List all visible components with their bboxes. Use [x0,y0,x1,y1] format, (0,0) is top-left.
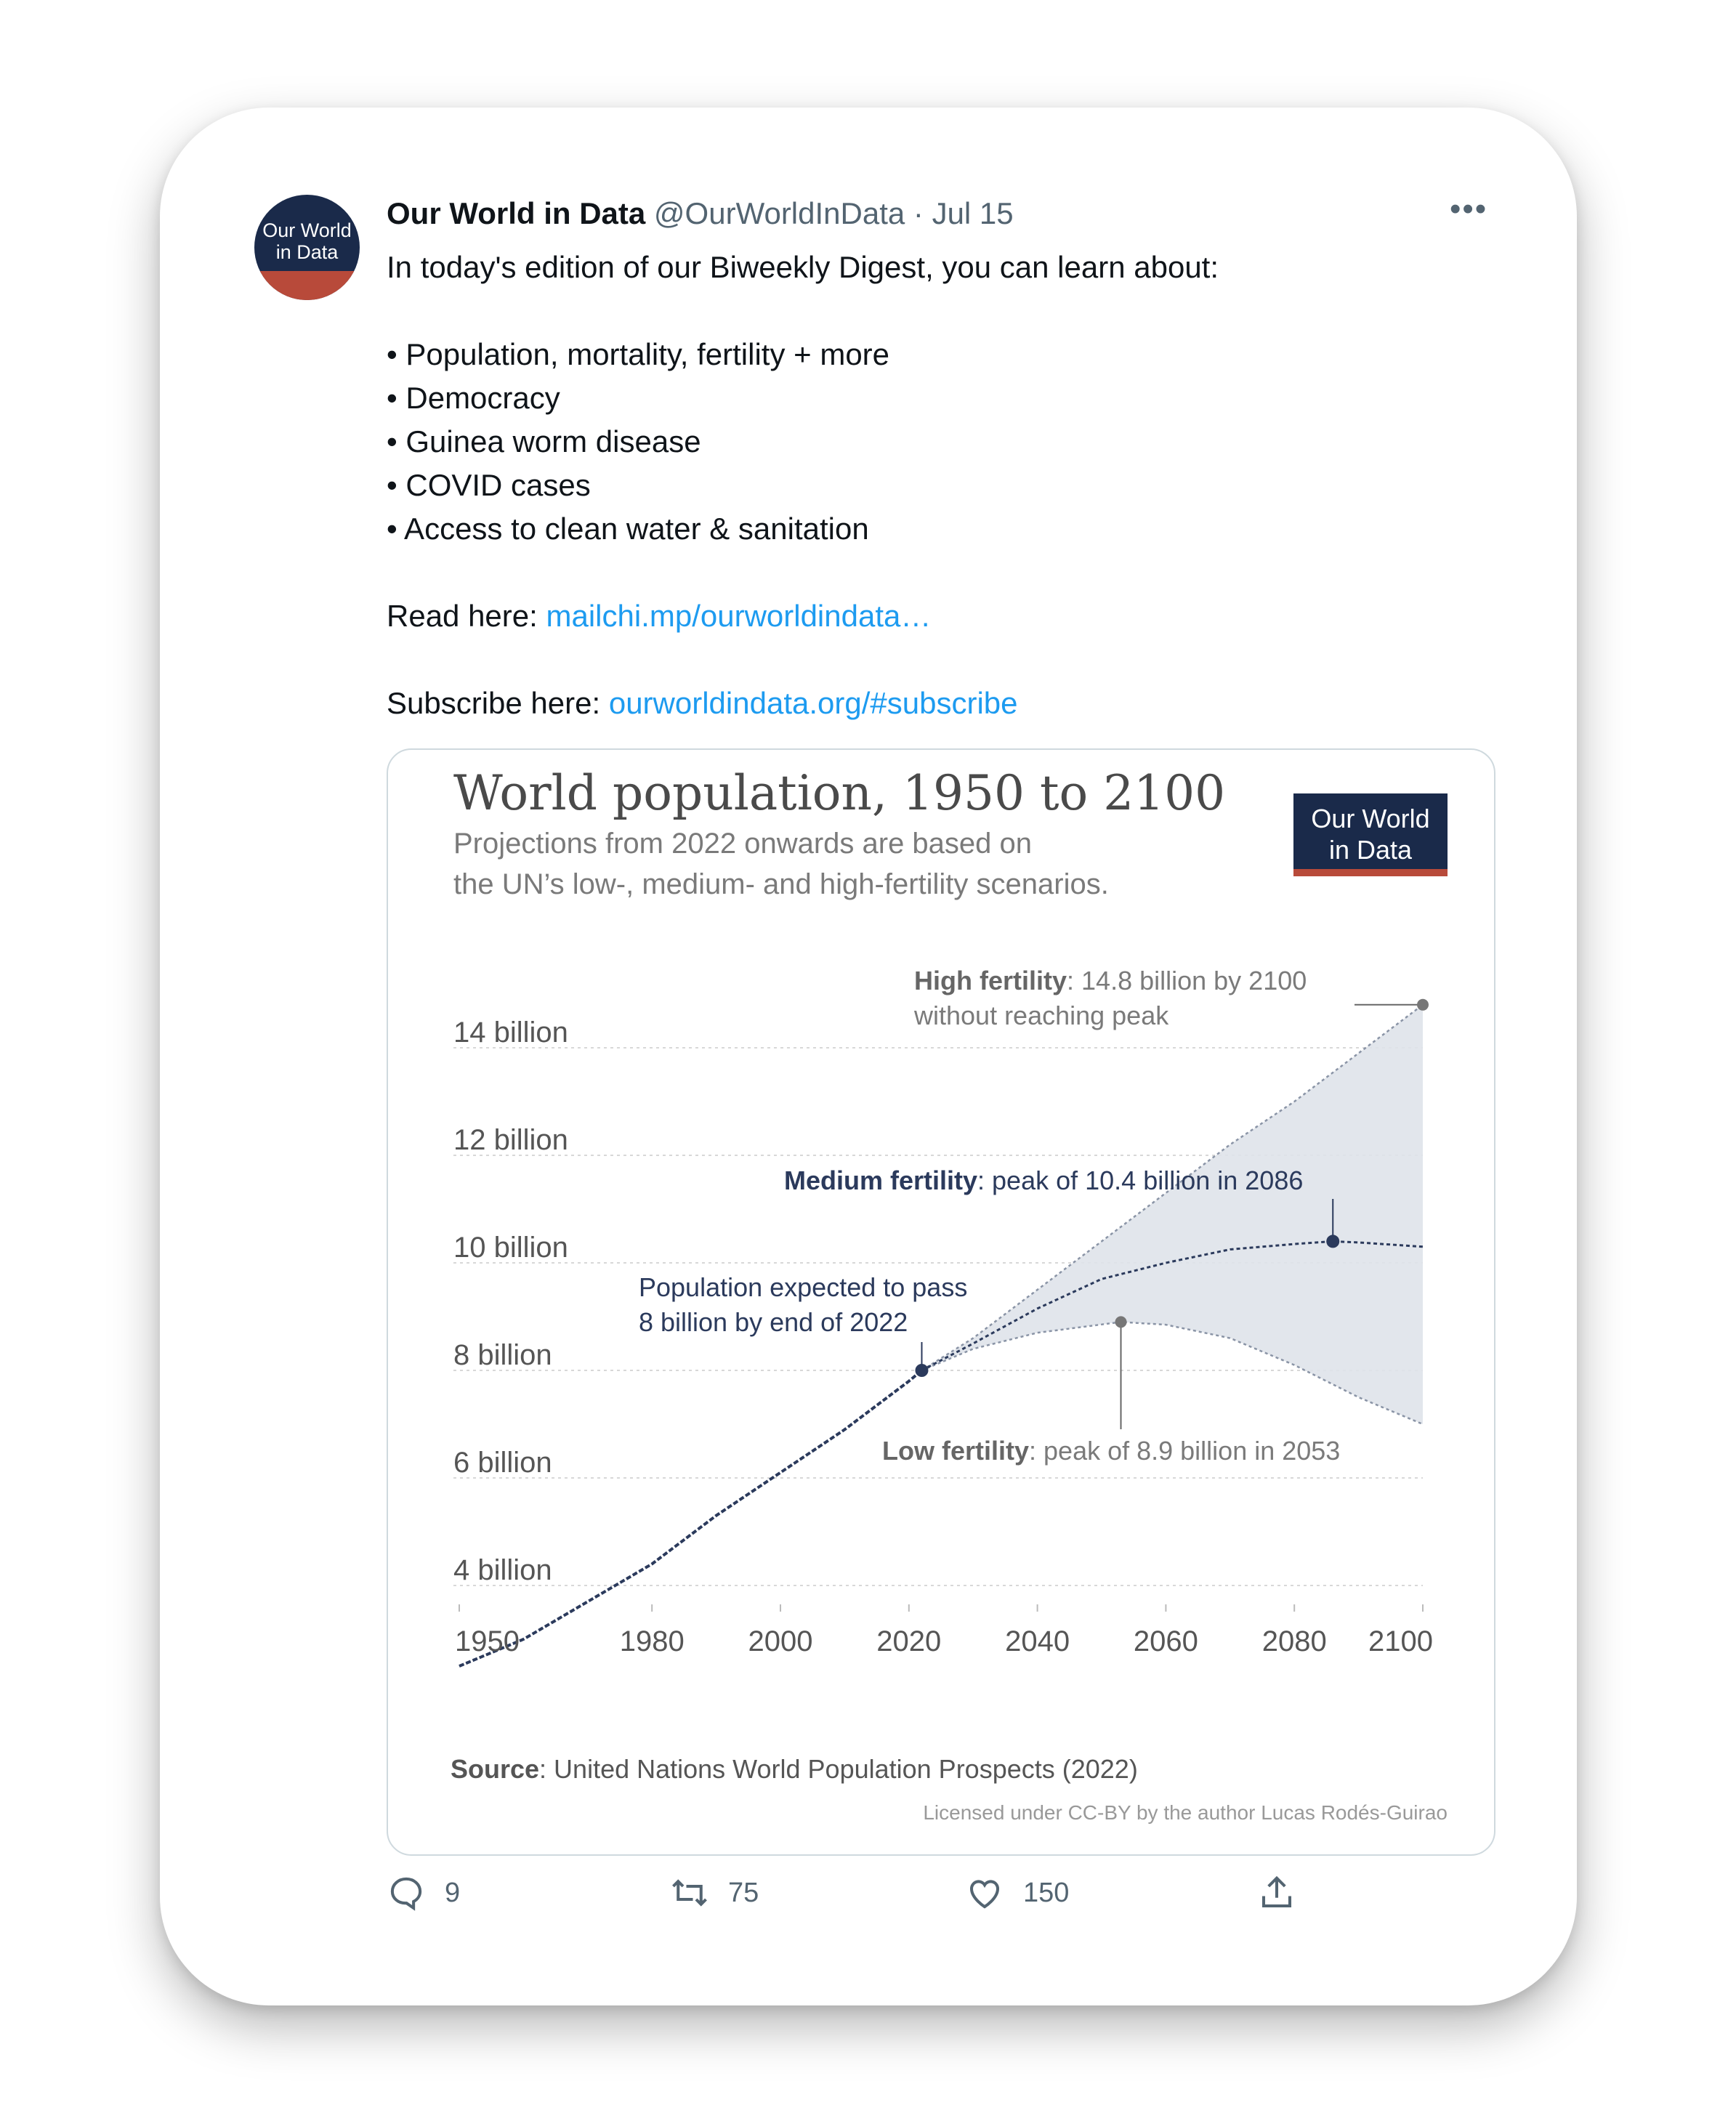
y-tick-label: 10 billion [453,1232,568,1264]
x-tick-label: 2040 [1005,1625,1070,1657]
y-tick-label: 14 billion [453,1017,568,1049]
like-count: 150 [1023,1877,1070,1908]
read-here-link[interactable]: mailchi.mp/ourworldindata… [546,599,932,633]
y-tick-label: 4 billion [453,1554,552,1586]
bullet-item: • Population, mortality, fertility + more [387,337,890,371]
header-separator: · [913,196,924,230]
chart-license: Licensed under CC-BY by the author Lucas Rodés-Guirao [923,1801,1448,1824]
retweet-count: 75 [728,1877,759,1908]
retweet-icon [670,1873,709,1912]
x-tick-label: 2080 [1261,1625,1327,1657]
annotation-8-billion-line-1: Population expected to pass [639,1272,968,1302]
annotation-medium-fertility: Medium fertility: peak of 10.4 billion in 2086 [784,1165,1304,1195]
tweet-date[interactable]: Jul 15 [932,196,1014,230]
read-here-line [387,594,1477,638]
author-avatar[interactable] [254,195,360,300]
bullet-item: • Guinea worm disease [387,424,701,458]
point-low-peak [1115,1316,1127,1328]
subscribe-link[interactable]: ourworldindata.org/#subscribe [608,686,1018,720]
reply-icon [387,1873,426,1912]
tweet-text [387,246,1477,725]
tweet-card [160,108,1577,2005]
bullet-item: • Access to clean water & sanitation [387,512,869,546]
more-horizontal-icon[interactable]: ••• [1450,191,1488,227]
reply-count: 9 [445,1877,461,1908]
reply-button[interactable] [387,1873,460,1912]
share-button[interactable] [1257,1873,1315,1912]
like-button[interactable] [965,1873,1069,1912]
author-name[interactable]: Our World in Data [387,196,646,230]
tweet-header [387,196,1014,231]
projection-band [921,1005,1423,1424]
projection-band-area [921,1005,1423,1424]
author-handle[interactable]: @OurWorldInData [653,196,905,230]
tweet-media-image[interactable] [387,748,1495,1856]
chart-subtitle-line-1: Projections from 2022 onwards are based on [453,828,1033,860]
owid-logo-line-1: Our World [1311,804,1430,833]
x-tick-label: 2000 [748,1625,813,1657]
tweet-intro: In today's edition of our Biweekly Digest, you can learn about: [387,250,1219,284]
point-medium-peak [1326,1235,1339,1248]
annotation-8-billion-line-2: 8 billion by end of 2022 [639,1307,908,1337]
retweet-button[interactable] [670,1873,759,1912]
x-tick-label: 1950 [455,1625,520,1657]
point-8-billion [915,1364,928,1377]
y-axis-tick-labels [453,1017,568,1586]
subscribe-label: Subscribe here: [387,686,609,720]
annotation-low-fertility: Low fertility: peak of 8.9 billion in 2053 [882,1436,1341,1466]
chart-subtitle-line-2: the UN’s low-, medium- and high-fertility scenarios. [453,868,1109,900]
share-icon [1257,1873,1296,1912]
owid-logo [1293,793,1448,876]
x-tick-label: 1980 [619,1625,685,1657]
x-tick-label: 2060 [1133,1625,1198,1657]
chart-source: Source: United Nations World Population Prospects (2022) [451,1754,1138,1784]
x-tick-label: 2100 [1368,1625,1433,1657]
tweet-actions [387,1873,1520,1931]
chart-title: World population, 1950 to 2100 [453,765,1226,821]
population-chart [388,750,1494,1854]
annotation-high-fertility: High fertility: 14.8 billion by 2100 [914,966,1307,995]
subscribe-line [387,682,1477,725]
y-tick-label: 6 billion [453,1447,552,1479]
point-high-end [1417,999,1429,1011]
x-axis-tick-labels [455,1604,1433,1657]
owid-logo-line-2: in Data [1328,835,1413,865]
x-tick-label: 2020 [876,1625,942,1657]
y-tick-label: 8 billion [453,1339,552,1371]
series-historical [459,1370,922,1666]
y-tick-label: 12 billion [453,1124,568,1156]
bullet-item: • COVID cases [387,468,591,502]
bullet-item: • Democracy [387,381,560,415]
avatar-red-band [254,271,360,300]
avatar-logo-text: Our World in Data [262,219,352,263]
heart-icon [965,1873,1004,1912]
read-here-label: Read here: [387,599,546,633]
annotation-high-fertility-line-2: without reaching peak [914,1001,1169,1030]
